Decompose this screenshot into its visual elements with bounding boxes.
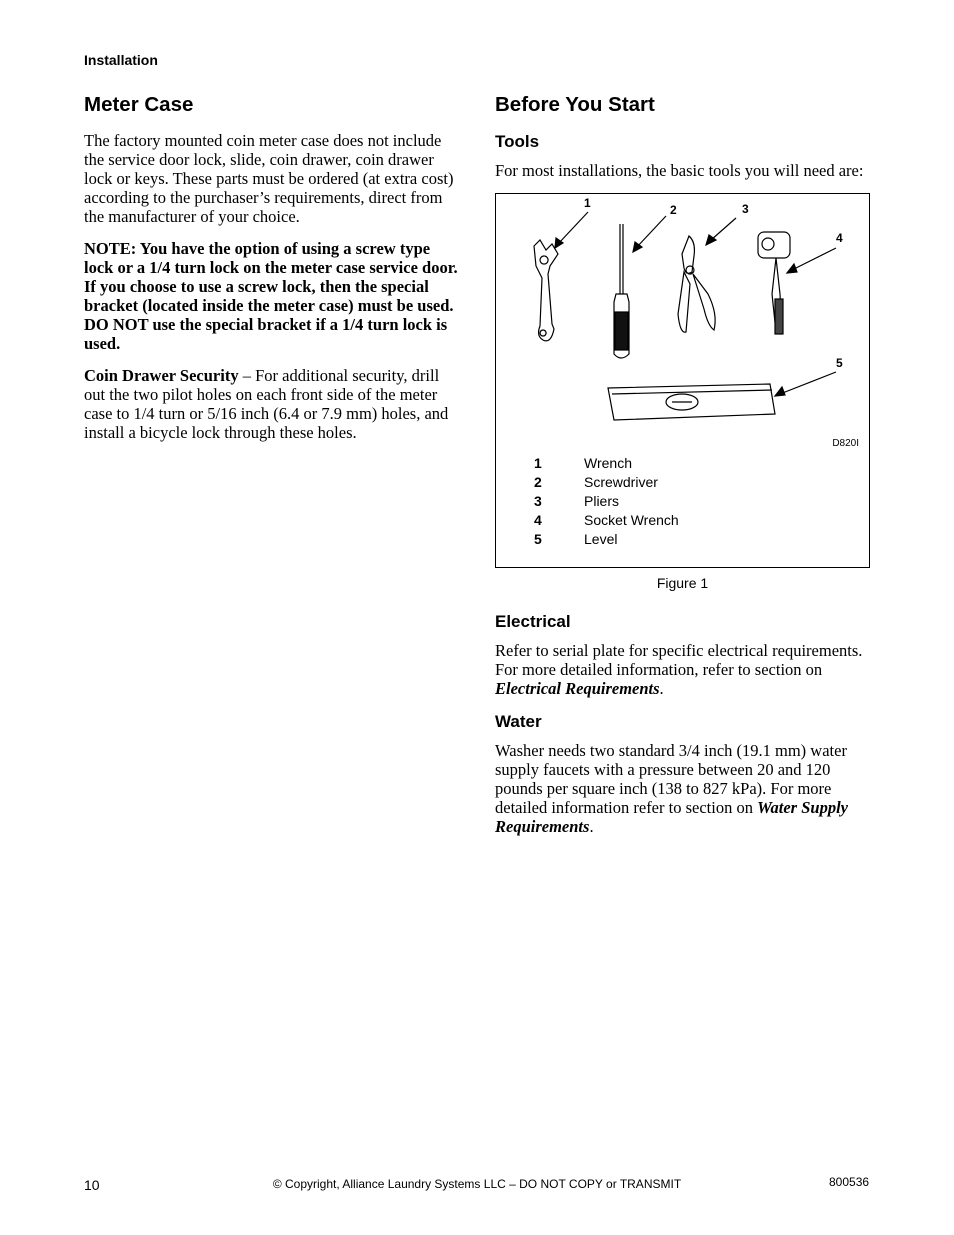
coin-drawer-security-paragraph xyxy=(84,366,459,442)
left-column xyxy=(84,92,459,455)
page-number: 10 xyxy=(84,1177,100,1193)
legend-num: 5 xyxy=(534,531,542,547)
water-heading: Water xyxy=(495,712,542,731)
meter-case-note: NOTE: You have the option of using a screw type lock or a 1/4 turn lock on the meter case service door. If you choose to use a screw lock, then the special bracket (located inside the meter case) must be used. DO NOT use the special bracket if a 1/4 turn lock is used. xyxy=(84,239,458,353)
wrench-illustration xyxy=(534,240,558,341)
legend-num: 3 xyxy=(534,493,542,509)
legend-label: Level xyxy=(584,531,618,547)
legend-label: Wrench xyxy=(584,455,632,471)
pliers-illustration xyxy=(678,236,715,332)
electrical-paragraph: Refer to serial plate for specific electrical requirements. For more detailed information, refer to section on Electrical Requirements. xyxy=(495,641,863,698)
electrical-heading: Electrical xyxy=(495,612,571,631)
copyright-notice: © Copyright, Alliance Laundry Systems LLC – DO NOT COPY or TRANSMIT xyxy=(272,1177,682,1191)
callout-5: 5 xyxy=(836,356,843,370)
meter-case-title: Meter Case xyxy=(84,93,194,116)
legend-item xyxy=(534,530,679,549)
legend-item xyxy=(534,473,679,492)
electrical-requirements-ref: Electrical Requirements xyxy=(495,679,660,698)
coin-drawer-security-text: – For additional security, drill out the two pilot holes on each front side of the meter case to 1/4 turn or 5/16 inch (6.4 or 7.9 mm) holes, and install a bicycle lock through these holes. xyxy=(84,366,449,442)
legend-num: 4 xyxy=(534,512,542,528)
callout-1: 1 xyxy=(584,196,591,210)
figure-code: D820I xyxy=(832,438,859,449)
section-label: Installation xyxy=(84,52,158,68)
figure-legend xyxy=(534,454,679,549)
screwdriver-illustration xyxy=(614,224,629,358)
water-supply-requirements-ref: Water Supply Requirements xyxy=(495,798,848,836)
tools-paragraph: For most installations, the basic tools you will need are: xyxy=(495,161,864,180)
level-illustration xyxy=(608,384,775,420)
legend-item xyxy=(534,511,679,530)
coin-drawer-security-label: Coin Drawer Security xyxy=(84,366,239,385)
tools-heading: Tools xyxy=(495,132,540,151)
callout-4: 4 xyxy=(836,231,843,245)
document-number: 800536 xyxy=(829,1175,870,1189)
right-column xyxy=(495,92,870,849)
electrical-text: Refer to serial plate for specific electrical requirements. For more detailed information, refer to section on xyxy=(495,641,863,679)
legend-label: Screwdriver xyxy=(584,474,658,490)
water-paragraph: Washer needs two standard 3/4 inch (19.1 mm) water supply faucets with a pressure between 20 and 120 pounds per square inch (138 to 827 kPa). For more detailed information refer to section on Water Supply Requirements. xyxy=(495,741,848,836)
before-you-start-title: Before You Start xyxy=(495,93,655,116)
legend-label: Pliers xyxy=(584,493,620,509)
legend-num: 2 xyxy=(534,474,542,490)
legend-item xyxy=(534,454,679,473)
callout-arrows xyxy=(555,212,836,396)
meter-case-paragraph: The factory mounted coin meter case does not include the service door lock, slide, coin drawer, coin drawer lock or keys. These parts must be ordered (at extra cost) according to the purchaser’s requirements, direct from the manufacturer of your choice. xyxy=(84,131,454,226)
tools-figure xyxy=(495,193,870,568)
legend-item xyxy=(534,492,679,511)
callout-3: 3 xyxy=(742,202,749,216)
figure-caption: Figure 1 xyxy=(656,575,709,591)
legend-label: Socket Wrench xyxy=(584,512,679,528)
legend-num: 1 xyxy=(534,455,542,471)
water-text: Washer needs two standard 3/4 inch (19.1 mm) water supply faucets with a pressure between 20 and 120 pounds per square inch (138 to 827 kPa). For more detailed information refer to section on xyxy=(495,741,847,817)
socket-wrench-illustration xyxy=(758,232,790,334)
callout-2: 2 xyxy=(670,203,677,217)
